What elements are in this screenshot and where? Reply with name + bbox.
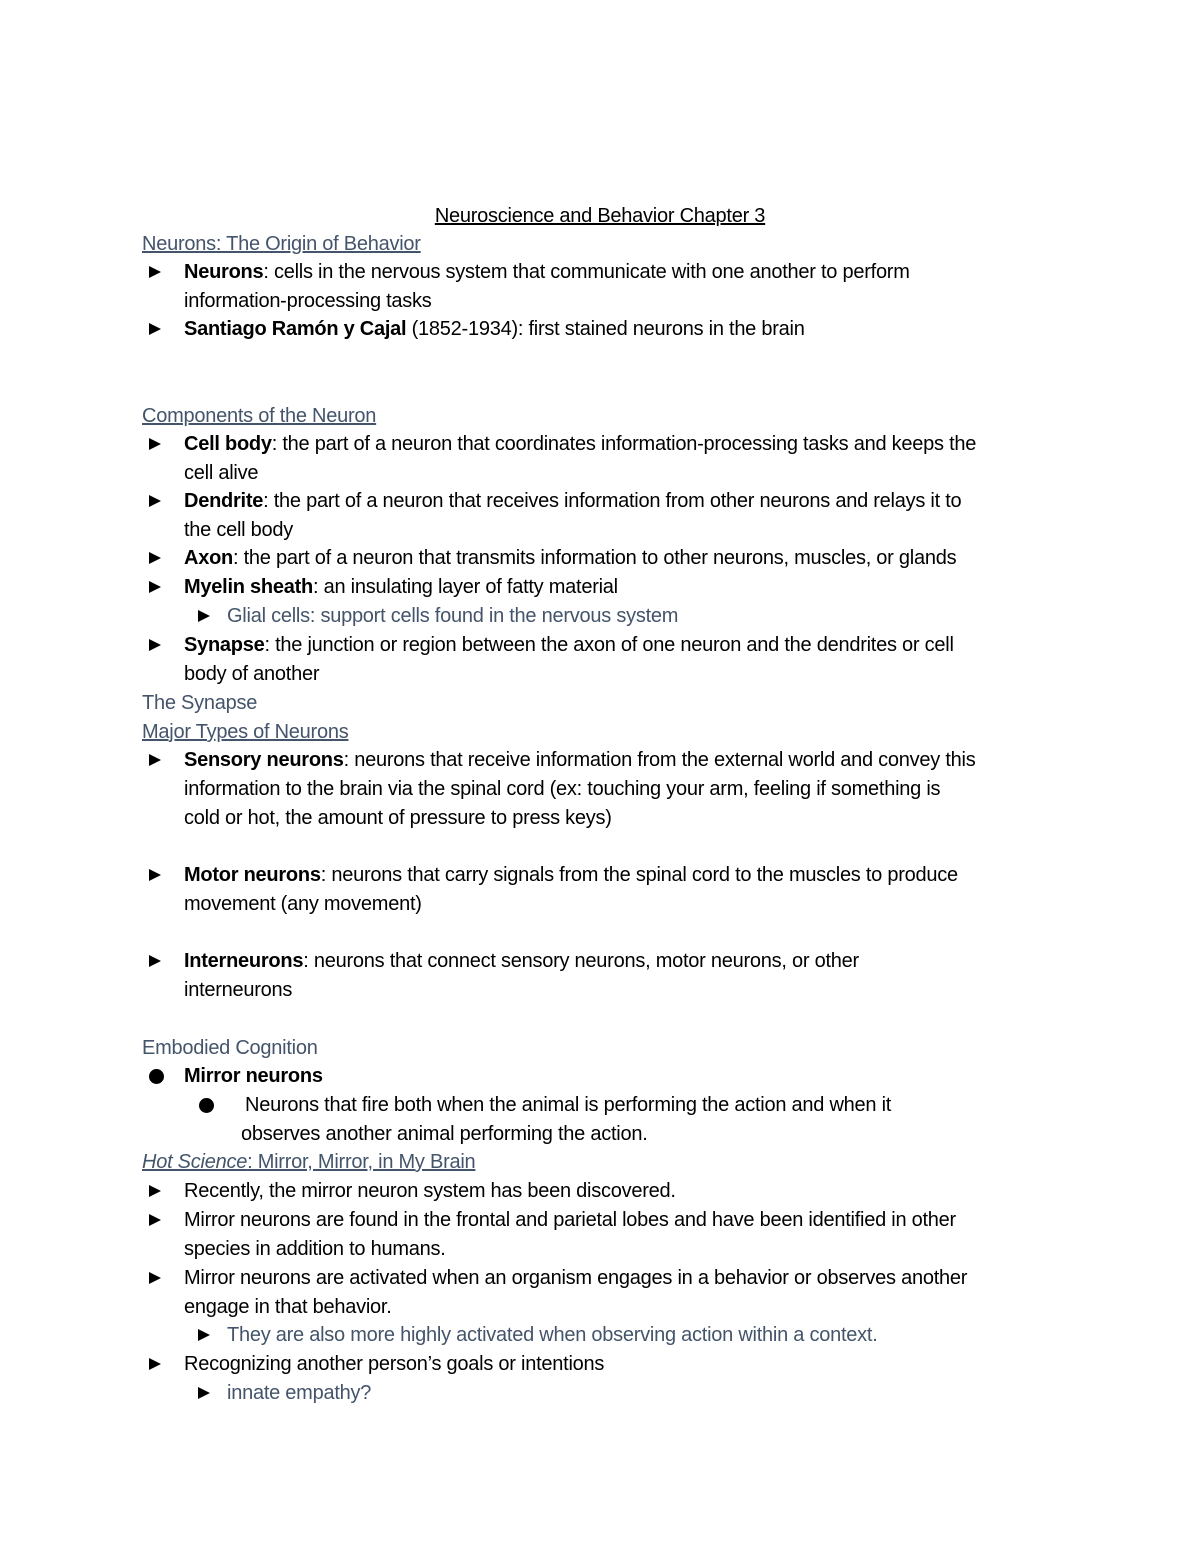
arrow-bullet-icon [149,266,161,278]
arrow-bullet-icon [198,1387,210,1399]
list-item-mirror-lobes: Mirror neurons are found in the frontal and parietal lobes and have been identified in other [184,1209,956,1231]
arrow-bullet-icon [149,639,161,651]
list-item-continuation: the cell body [184,519,294,541]
page-title: Neuroscience and Behavior Chapter 3 [434,205,766,227]
list-item-continuation: cell alive [184,462,259,484]
term: Axon [184,547,233,569]
term: Synapse [184,634,265,656]
definition: : neurons that carry signals from the spinal cord to the muscles to produce [320,864,958,886]
definition: : the part of a neuron that coordinates information-processing tasks and keeps the [271,433,977,455]
round-bullet-icon [199,1098,214,1113]
list-item-continuation: observes another animal performing the action. [241,1123,648,1145]
section-heading-hot-science [142,1148,475,1176]
arrow-bullet-icon [198,1329,210,1341]
arrow-bullet-icon [149,955,161,967]
arrow-bullet-icon [149,1185,161,1197]
term: Interneurons [184,950,304,972]
arrow-bullet-icon [149,1214,161,1226]
term: Neurons [184,261,264,283]
definition: : an insulating layer of fatty material [313,576,618,598]
list-item-continuation: cold or hot, the amount of pressure to press keys) [184,807,612,829]
list-item-axon [184,544,1084,573]
term: Glial cells [227,605,310,627]
definition: : the junction or region between the axon of one neuron and the dendrites or cell [264,634,954,656]
list-item-continuation: movement (any movement) [184,893,422,915]
arrow-bullet-icon [149,552,161,564]
list-item-neurons [184,258,1084,287]
definition: : cells in the nervous system that communicate with one another to perform [263,261,910,283]
list-item-mirror-neurons: Mirror neurons [184,1065,323,1087]
definition: : the part of a neuron that receives information from other neurons and relays it to [263,490,962,512]
arrow-bullet-icon [149,1358,161,1370]
arrow-bullet-icon [149,869,161,881]
term: Dendrite [184,490,264,512]
list-item-continuation: species in addition to humans. [184,1238,446,1260]
term: Motor neurons [184,864,321,886]
list-item-recognizing: Recognizing another person’s goals or intentions [184,1353,605,1375]
definition: : support cells found in the nervous system [309,605,679,627]
list-item-myelin-sheath [184,573,1084,602]
list-item-cajal [184,315,1084,344]
arrow-bullet-icon [149,323,161,335]
definition: : the part of a neuron that transmits information to other neurons, muscles, or glands [233,547,957,569]
list-item-dendrite [184,487,1084,516]
list-item-continuation: body of another [184,663,320,685]
list-item-interneurons [184,947,1084,976]
round-bullet-icon [149,1069,164,1084]
arrow-bullet-icon [149,581,161,593]
section-heading-components: Components of the Neuron [142,405,377,427]
list-item-mirror-activated: Mirror neurons are activated when an organism engages in a behavior or observes another [184,1267,968,1289]
list-item-recently: Recently, the mirror neuron system has been discovered. [184,1180,676,1202]
section-heading-major-types: Major Types of Neurons [142,721,349,743]
list-item-cell-body [184,430,1084,459]
list-item-empathy: innate empathy? [227,1382,372,1404]
list-item-mirror-neurons-detail: Neurons that fire both when the animal is performing the action and when it [245,1094,892,1116]
list-item-continuation: interneurons [184,979,293,1001]
arrow-bullet-icon [149,495,161,507]
section-heading-synapse: The Synapse [142,692,258,714]
definition: (1852-1934): first stained neurons in the brain [406,318,805,340]
term: Cell body [184,433,272,455]
list-item-motor-neurons [184,861,1084,890]
list-item-continuation: engage in that behavior. [184,1296,392,1318]
definition: : neurons that connect sensory neurons, motor neurons, or other [303,950,859,972]
list-item-sensory-neurons [184,746,1084,775]
arrow-bullet-icon [149,438,161,450]
heading-rest: : Mirror, Mirror, in My Brain [247,1151,476,1173]
heading-italic: Hot Science [142,1151,248,1173]
term: Myelin sheath [184,576,314,598]
list-item-glial-cells [227,602,1127,631]
list-item-continuation: information to the brain via the spinal cord (ex: touching your arm, feeling if something is [184,778,941,800]
section-heading-neurons-origin: Neurons: The Origin of Behavior [142,233,421,255]
arrow-bullet-icon [149,754,161,766]
arrow-bullet-icon [149,1272,161,1284]
section-heading-embodied-cognition: Embodied Cognition [142,1037,318,1059]
term: Sensory neurons [184,749,344,771]
definition: : neurons that receive information from the external world and convey this [343,749,976,771]
list-item-synapse [184,631,1084,660]
term: Santiago Ramón y Cajal [184,318,407,340]
arrow-bullet-icon [198,610,210,622]
list-item-context: They are also more highly activated when observing action within a context. [227,1324,878,1346]
list-item-continuation: information-processing tasks [184,290,432,312]
